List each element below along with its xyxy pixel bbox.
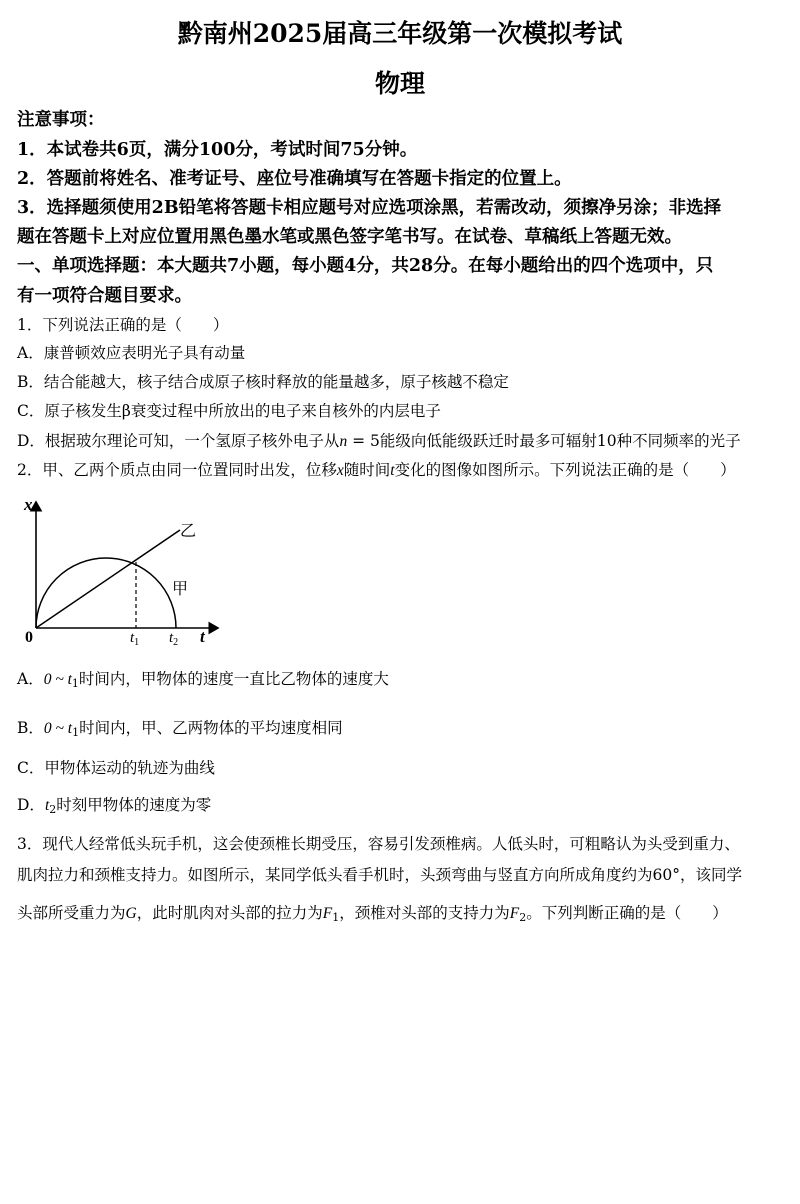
q1-option-c: C．原子核发生β衰变过程中所放出的电子来自核外的内层电子 (17, 402, 441, 420)
exam-title: 黔南州2025届高三年级第一次模拟考试 (177, 19, 623, 48)
q3-stem-line2: 肌肉拉力和颈椎支持力。如图所示，某同学低头看手机时，头颈弯曲与竖直方向所成角度约为60°，该同学 (17, 866, 742, 884)
subject-title: 物理 (374, 69, 425, 98)
q1-option-b: B．结合能越大，核子结合成原子核时释放的能量越多，原子核越不稳定 (17, 373, 509, 391)
t1-label: $t_1$ (130, 630, 140, 646)
origin-label: 0 (25, 629, 33, 646)
line-yi (36, 530, 180, 628)
q2-option-a: A．0 ~ $t_1$时间内，甲物体的速度一直比乙物体的速度大 (17, 670, 389, 690)
q2-stem: 2．甲、乙两个质点由同一位置同时出发，位移x随时间t变化的图像如图所示。下列说法正确的是（ ） (17, 461, 736, 479)
t2-label: $t_2$ (169, 630, 179, 646)
section-heading-cont: 有一项符合题目要求。 (17, 286, 192, 306)
q2-option-b: B．0 ~ $t_1$时间内，甲、乙两物体的平均速度相同 (17, 719, 343, 739)
label-yi: 乙 (180, 521, 197, 540)
curve-jia (36, 558, 176, 628)
label-jia: 甲 (172, 579, 189, 598)
q3-stem-line1: 3．现代人经常低头玩手机，这会使颈椎长期受压，容易引发颈椎病。人低头时，可粗略认为头受到重力、 (17, 835, 740, 853)
y-axis-label: x (24, 495, 33, 514)
q3-stem-line3: 头部所受重力为G，此时肌肉对头部的拉力为$F_1$，颈椎对头部的支持力为$F_2$。下列判断正确的是（ ） (17, 904, 728, 924)
x-axis-label: t (200, 627, 205, 646)
notice-heading: 注意事项： (17, 110, 105, 130)
q2-option-c: C．甲物体运动的轨迹为曲线 (17, 759, 215, 777)
notice-item-3-cont: 题在答题卡上对应位置用黑色墨水笔或黑色签字笔书写。在试卷、草稿纸上答题无效。 (17, 227, 682, 247)
q1-option-d: D．根据玻尔理论可知，一个氢原子核外电子从n = 5能级向低能级跃迁时最多可辐射10种不同频率的光子 (17, 432, 741, 450)
q1-option-a: A．康普顿效应表明光子具有动量 (17, 344, 246, 362)
notice-item-1: 1．本试卷共6页，满分100分，考试时间75分钟。 (17, 140, 418, 160)
section-heading: 一、单项选择题：本大题共7小题，每小题4分，共28分。在每小题给出的四个选项中，只 (17, 256, 714, 276)
q1-stem: 1．下列说法正确的是（ ） (17, 316, 229, 334)
notice-item-3: 3．选择题须使用2B铅笔将答题卡相应题号对应选项涂黑，若需改动，须擦净另涂；非选择 (17, 198, 722, 218)
q2-option-d: D．$t_2$时刻甲物体的速度为零 (17, 796, 212, 816)
xt-graph (20, 494, 225, 646)
notice-item-2: 2．答题前将姓名、准考证号、座位号准确填写在答题卡指定的位置上。 (17, 169, 572, 189)
